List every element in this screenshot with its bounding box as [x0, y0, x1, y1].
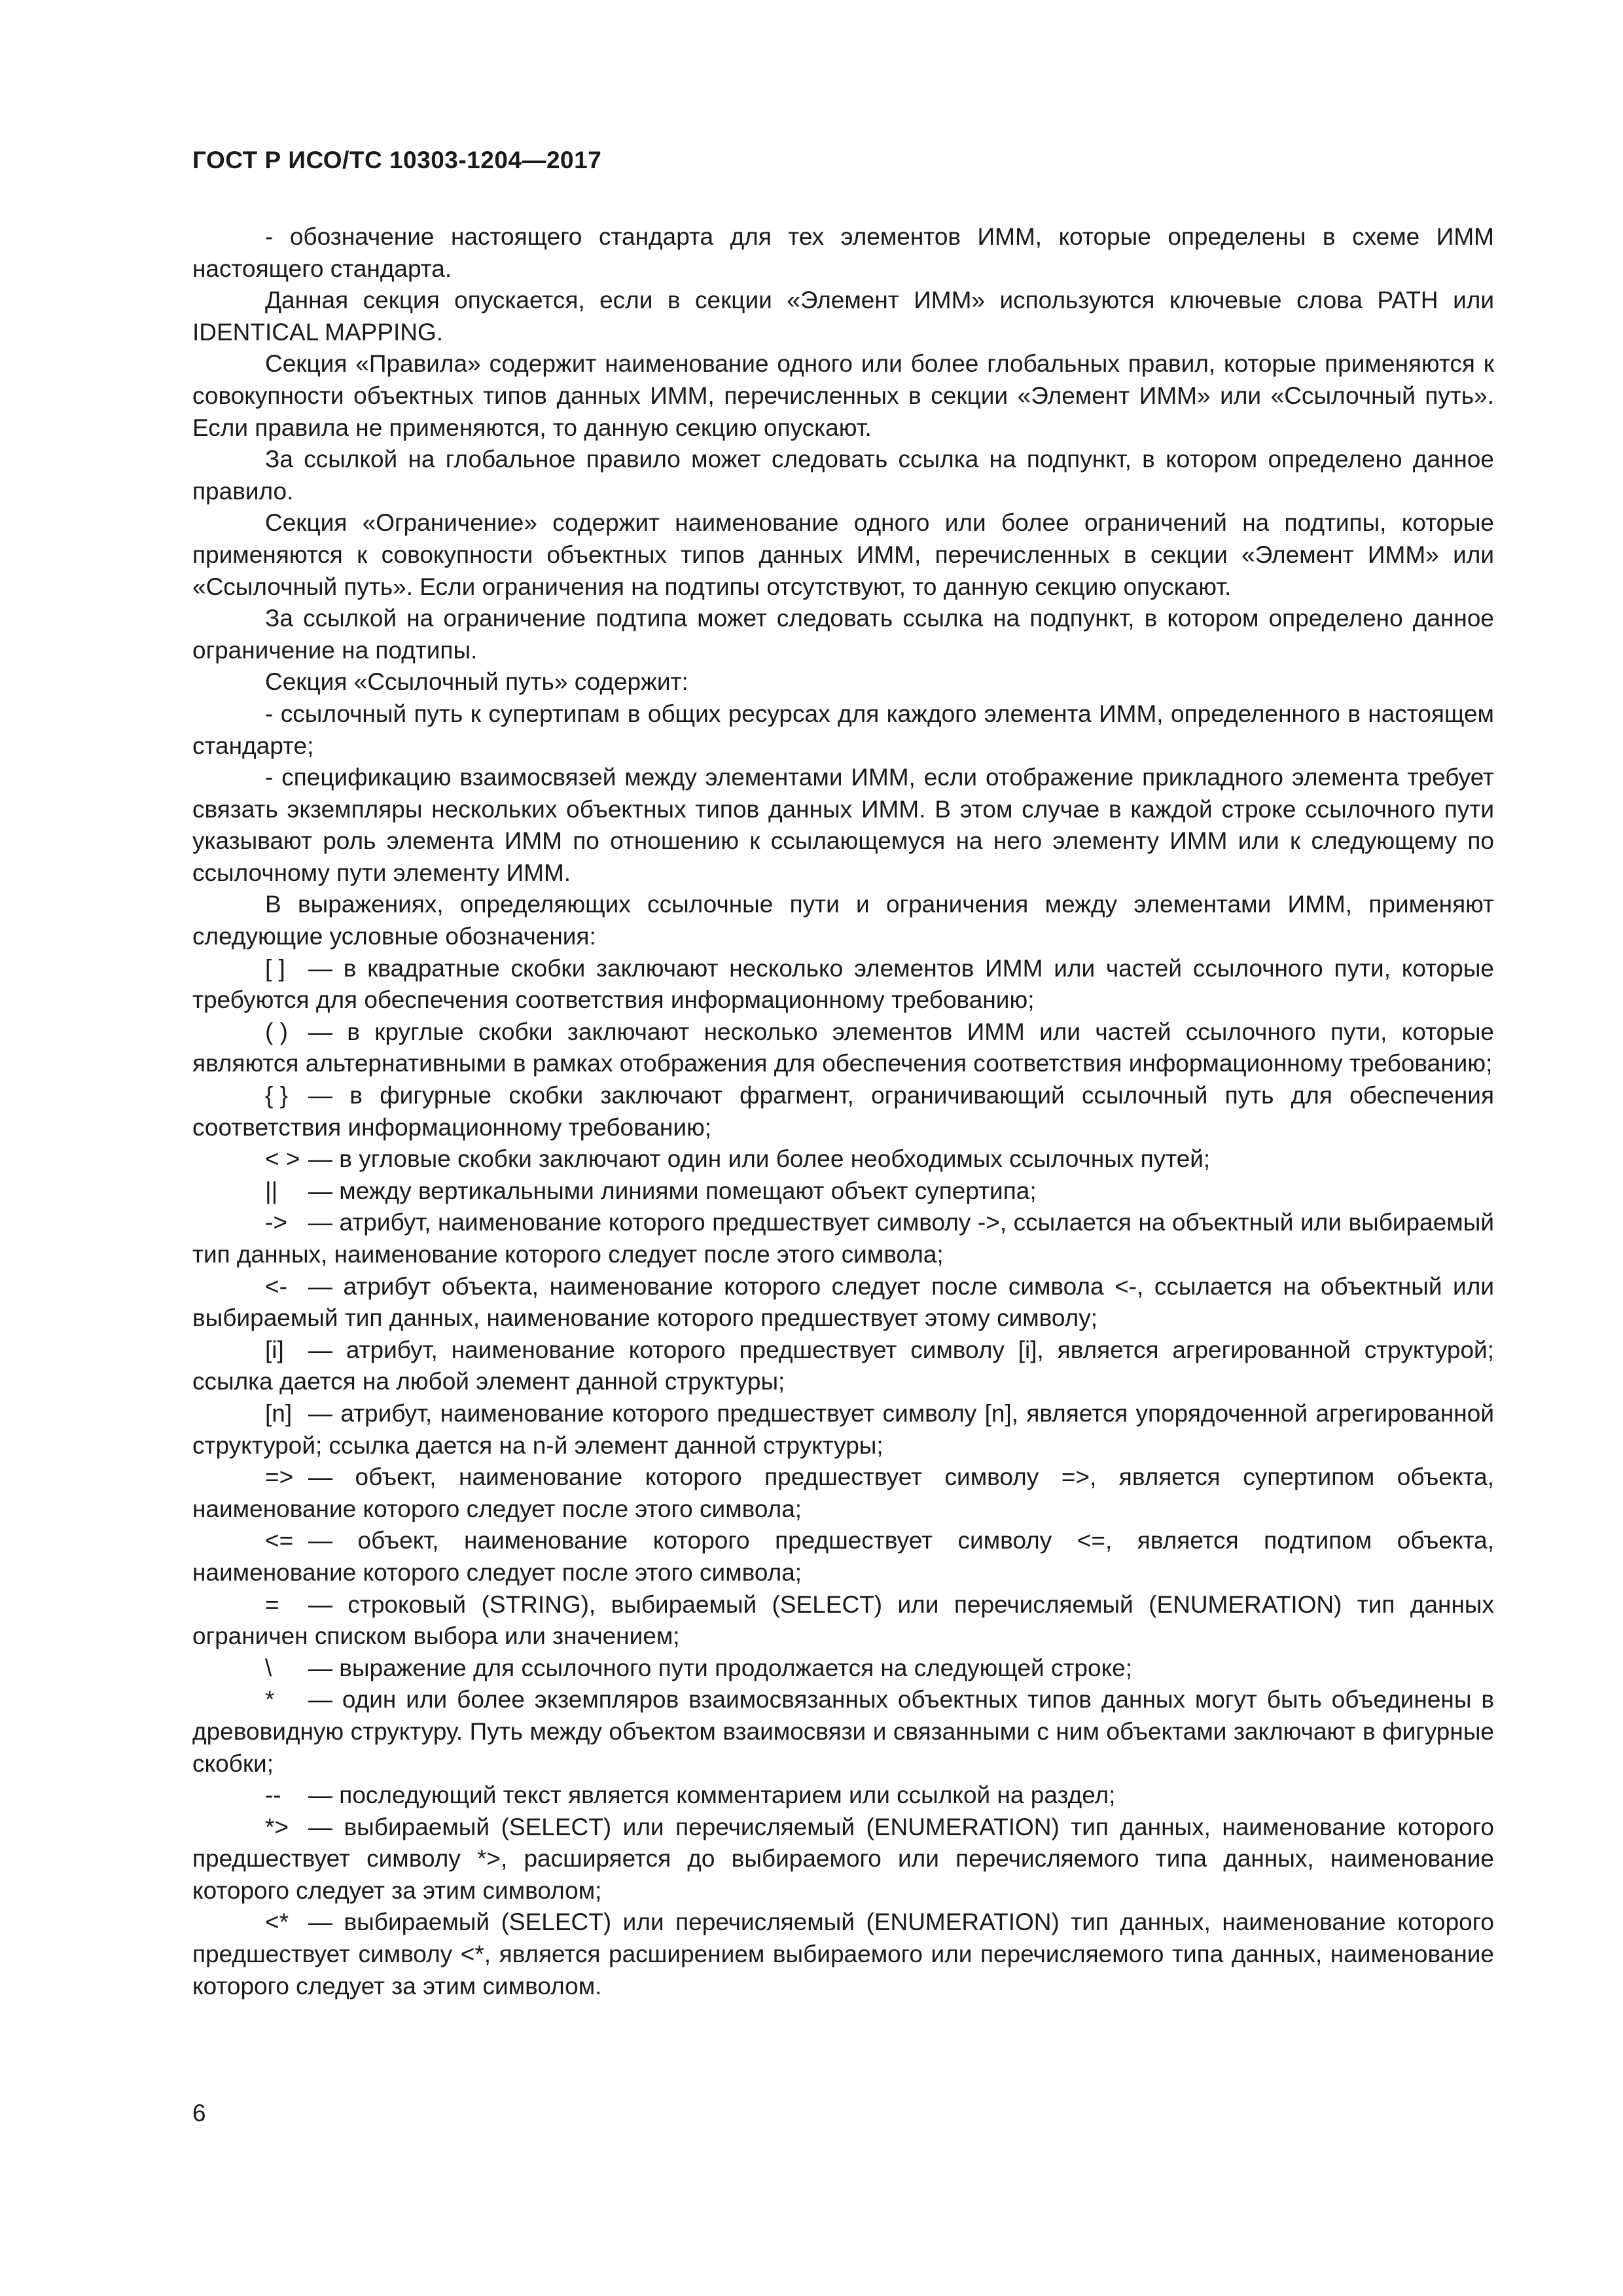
symbol-text: — последующий текст является комментарием или ссылкой на раздел;	[308, 1782, 1116, 1809]
standard-header: ГОСТ Р ИСО/ТС 10303-1204—2017	[192, 147, 602, 173]
symbol-text: — выражение для ссылочного пути продолжается на следующей строке;	[308, 1654, 1133, 1681]
symbol-text: — выбираемый (SELECT) или перечисляемый (ENUMERATION) тип данных, наименование которого предшествует символу <*, является расширением выбираемого или перечисляемого типа данных, наименование которого следует за этим символом.	[192, 1909, 1494, 2000]
paragraph: В выражениях, определяющих ссылочные пути и ограничения между элементами ИММ, применяют следующие условные обозначения:	[192, 891, 1494, 950]
symbol-text: — атрибут, наименование которого предшествует символу [n], является упорядоченной агрегированной структурой; ссылка дается на n-й элемент данной структуры;	[192, 1399, 1494, 1459]
symbol-definition	[192, 953, 1494, 1016]
symbol-definition	[192, 1398, 1494, 1462]
symbol-definition	[192, 1653, 1494, 1685]
paragraph: - ссылочный путь к супертипам в общих ресурсах для каждого элемента ИММ, определенного в настоящем стандарте;	[192, 700, 1494, 759]
symbol-definition	[192, 1271, 1494, 1335]
symbol-mark: \	[265, 1654, 272, 1681]
symbol-definition	[192, 1907, 1494, 2002]
symbol-definition	[192, 1080, 1494, 1143]
symbol-mark: <=	[265, 1527, 294, 1554]
body-text	[192, 221, 1494, 2002]
symbol-mark: ||	[265, 1177, 278, 1204]
symbol-mark: =>	[265, 1463, 294, 1491]
paragraph: - спецификацию взаимосвязей между элементами ИММ, если отображение прикладного элемента требует связать экземпляры нескольких объектных типов данных ИММ. В этом случае в каждой строке ссылочного пути указывают роль элемента ИММ по отношению к ссылающемуся на него элементу ИММ или к следующему по ссылочному пути элементу ИММ.	[192, 764, 1494, 886]
symbol-mark: ->	[265, 1209, 287, 1236]
paragraph: За ссылкой на ограничение подтипа может следовать ссылка на подпункт, в котором определено данное ограничение на подтипы.	[192, 605, 1494, 664]
symbol-mark: --	[265, 1782, 281, 1809]
symbol-mark: [i]	[265, 1336, 284, 1363]
symbol-text: — объект, наименование которого предшествует символу <=, является подтипом объекта, наименование которого следует после этого символа;	[192, 1527, 1494, 1586]
symbol-mark: < >	[265, 1145, 300, 1173]
symbol-text: — выбираемый (SELECT) или перечисляемый (ENUMERATION) тип данных, наименование которого предшествует символу *>, расширяется до выбираемого или перечисляемого типа данных, наименование которого следует за этим символом;	[192, 1813, 1494, 1904]
symbol-mark: [n]	[265, 1399, 293, 1427]
symbol-text: — в квадратные скобки заключают несколько элементов ИММ или частей ссылочного пути, которые требуются для обеспечения соответствия информационному требованию;	[192, 954, 1494, 1014]
symbol-text: — объект, наименование которого предшествует символу =>, является супертипом объекта, наименование которого следует после этого символа;	[192, 1463, 1494, 1522]
page-number: 6	[192, 2100, 206, 2126]
symbol-definition	[192, 1175, 1494, 1208]
symbol-text: — атрибут объекта, наименование которого следует после символа <-, ссылается на объектный или выбираемый тип данных, наименование которого предшествует этому символу;	[192, 1272, 1494, 1332]
symbol-mark: { }	[265, 1082, 288, 1109]
symbol-definition	[192, 1589, 1494, 1653]
paragraph: Секция «Правила» содержит наименование одного или более глобальных правил, которые применяются к совокупности объектных типов данных ИММ, перечисленных в секции «Элемент ИММ» или «Ссылочный путь». Если правила не применяются, то данную секцию опускают.	[192, 350, 1494, 441]
symbol-definition	[192, 1780, 1494, 1812]
symbol-text: — между вертикальными линиями помещают объект супертипа;	[308, 1177, 1037, 1204]
symbol-definition	[192, 1016, 1494, 1080]
paragraph: Секция «Ограничение» содержит наименование одного или более ограничений на подтипы, которые применяются к совокупности объектных типов данных ИММ, перечисленных в секции «Элемент ИММ» или «Ссылочный путь». Если ограничения на подтипы отсутствуют, то данную секцию опускают.	[192, 509, 1494, 600]
symbol-definition	[192, 1684, 1494, 1780]
symbol-mark: <-	[265, 1272, 287, 1300]
symbol-definition	[192, 1335, 1494, 1398]
symbol-text: — один или более экземпляров взаимосвязанных объектных типов данных могут быть объединены в древовидную структуру. Путь между объектом взаимосвязи и связанными с ним объектами заключают в фигурные скобки;	[192, 1686, 1494, 1777]
symbol-definition	[192, 1462, 1494, 1525]
paragraph: Секция «Ссылочный путь» содержит:	[265, 668, 688, 696]
symbol-mark: ( )	[265, 1018, 288, 1045]
symbol-mark: <*	[265, 1909, 289, 1936]
paragraph: Данная секция опускается, если в секции «Элемент ИММ» используются ключевые слова PATH или IDENTICAL MAPPING.	[192, 287, 1494, 346]
symbol-text: — строковый (STRING), выбираемый (SELECT) или перечисляемый (ENUMERATION) тип данных ограничен списком выбора или значением;	[192, 1590, 1494, 1650]
symbol-definition	[192, 1525, 1494, 1588]
paragraph: За ссылкой на глобальное правило может следовать ссылка на подпункт, в котором определено данное правило.	[192, 446, 1494, 505]
symbol-definition	[192, 1812, 1494, 1907]
symbol-text: — в угловые скобки заключают один или более необходимых ссылочных путей;	[308, 1145, 1211, 1173]
symbol-text: — в фигурные скобки заключают фрагмент, ограничивающий ссылочный путь для обеспечения соответствия информационному требованию;	[192, 1082, 1494, 1141]
symbol-definition	[192, 1143, 1494, 1175]
symbol-mark: *	[265, 1686, 275, 1713]
symbol-text: — в круглые скобки заключают несколько элементов ИММ или частей ссылочного пути, которые являются альтернативными в рамках отображения для обеспечения соответствия информационному требованию;	[192, 1018, 1494, 1077]
symbol-mark: =	[265, 1590, 279, 1618]
symbol-definition	[192, 1207, 1494, 1270]
symbol-text: — атрибут, наименование которого предшествует символу [i], является агрегированной структурой; ссылка дается на любой элемент данной структуры;	[192, 1336, 1494, 1395]
symbol-text: — атрибут, наименование которого предшествует символу ->, ссылается на объектный или выбираемый тип данных, наименование которого следует после этого символа;	[192, 1209, 1494, 1268]
symbol-mark: *>	[265, 1813, 289, 1840]
symbol-mark: [ ]	[265, 954, 285, 982]
paragraph: - обозначение настоящего стандарта для тех элементов ИММ, которые определены в схеме ИММ настоящего стандарта.	[192, 223, 1494, 282]
